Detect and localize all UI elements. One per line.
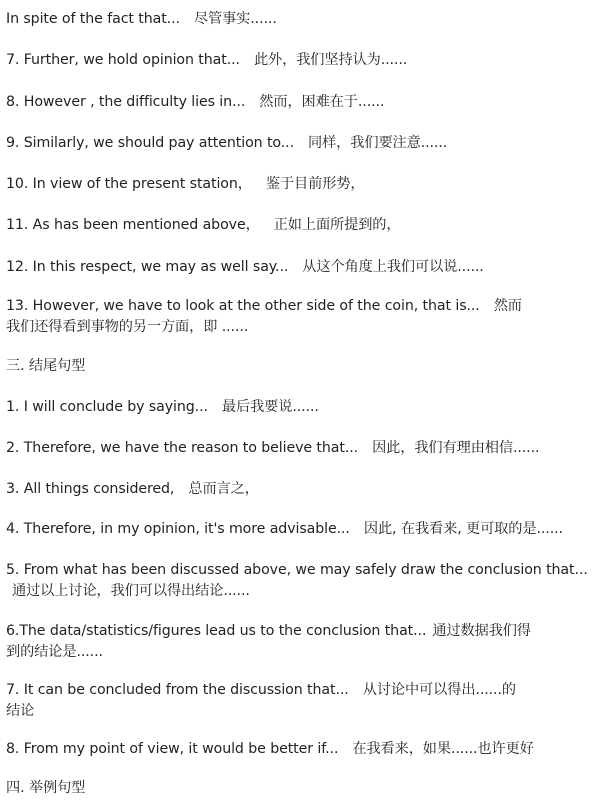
phrase-chinese: 尽管事实...... — [193, 11, 277, 27]
phrase-chinese: 在我看来，如果......也许更好 — [352, 741, 534, 757]
phrase-english: 10. In view of the present station， — [6, 176, 252, 192]
phrase-line — [6, 680, 523, 722]
phrase-line — [6, 215, 587, 236]
phrase-english: In spite of the fact that... — [6, 11, 180, 27]
phrase-line — [6, 133, 587, 154]
section-heading: 三. 结尾句型 — [6, 358, 86, 374]
phrase-line — [6, 560, 589, 602]
phrase-english: 2. Therefore, we have the reason to believe that... — [6, 440, 359, 456]
phrase-line — [6, 296, 533, 338]
phrase-chinese: 此外，我们坚持认为...... — [253, 52, 408, 68]
phrase-line — [6, 479, 587, 500]
phrase-english: 7. It can be concluded from the discussion that... — [6, 682, 349, 698]
phrase-english: 7. Further, we hold opinion that... — [6, 52, 240, 68]
phrase-line — [6, 257, 587, 278]
phrase-english: 11. As has been mentioned above， — [6, 217, 260, 233]
phrase-english: 8. From my point of view, it would be better if... — [6, 741, 339, 757]
phrase-chinese: 正如上面所提到的， — [273, 217, 401, 233]
phrase-line — [6, 739, 587, 760]
phrase-english: 3. All things considered, — [6, 481, 175, 497]
phrase-english: 8. However , the difficulty lies in... — [6, 94, 246, 110]
phrase-chinese: 从这个角度上我们可以说...... — [302, 259, 484, 275]
phrase-english: 5. From what has been discussed above, we may safely draw the conclusion that... — [6, 562, 588, 578]
phrase-english: 12. In this respect, we may as well say... — [6, 259, 289, 275]
phrase-line — [6, 92, 587, 113]
phrase-chinese: 最后我要说...... — [221, 399, 319, 415]
phrase-line — [6, 438, 587, 459]
phrase-line — [6, 397, 587, 418]
phrase-chinese: 因此, 在我看来, 更可取的是...... — [363, 521, 563, 537]
phrase-chinese: 然而我们还得看到事物的另一方面，即 ...... — [6, 298, 522, 335]
phrase-english: 4. Therefore, in my opinion, it's more advisable... — [6, 521, 350, 537]
phrase-chinese: 因此，我们有理由相信...... — [372, 440, 540, 456]
phrase-chinese: 从讨论中可以得出......的结论 — [6, 682, 516, 719]
phrase-chinese: 通过数据我们得到的结论是...... — [6, 623, 531, 660]
phrase-chinese: 然而，困难在于...... — [259, 94, 385, 110]
phrase-english: 6.The data/statistics/figures lead us to the conclusion that... — [6, 623, 427, 639]
phrase-line — [6, 50, 587, 71]
phrase-chinese: 同样，我们要注意...... — [308, 135, 448, 151]
phrase-line — [6, 519, 587, 540]
section-heading: 四. 举例句型 — [6, 780, 86, 796]
phrase-line — [6, 174, 587, 195]
phrase-line — [6, 621, 533, 663]
phrase-line — [6, 9, 587, 30]
phrase-chinese: 总而言之， — [188, 481, 259, 497]
phrase-chinese: 通过以上讨论，我们可以得出结论...... — [12, 583, 250, 599]
phrase-english: 9. Similarly, we should pay attention to... — [6, 135, 294, 151]
phrase-chinese: 鉴于目前形势， — [265, 176, 365, 192]
phrase-english: 13. However, we have to look at the other side of the coin, that is... — [6, 298, 480, 314]
phrase-english: 1. I will conclude by saying... — [6, 399, 208, 415]
